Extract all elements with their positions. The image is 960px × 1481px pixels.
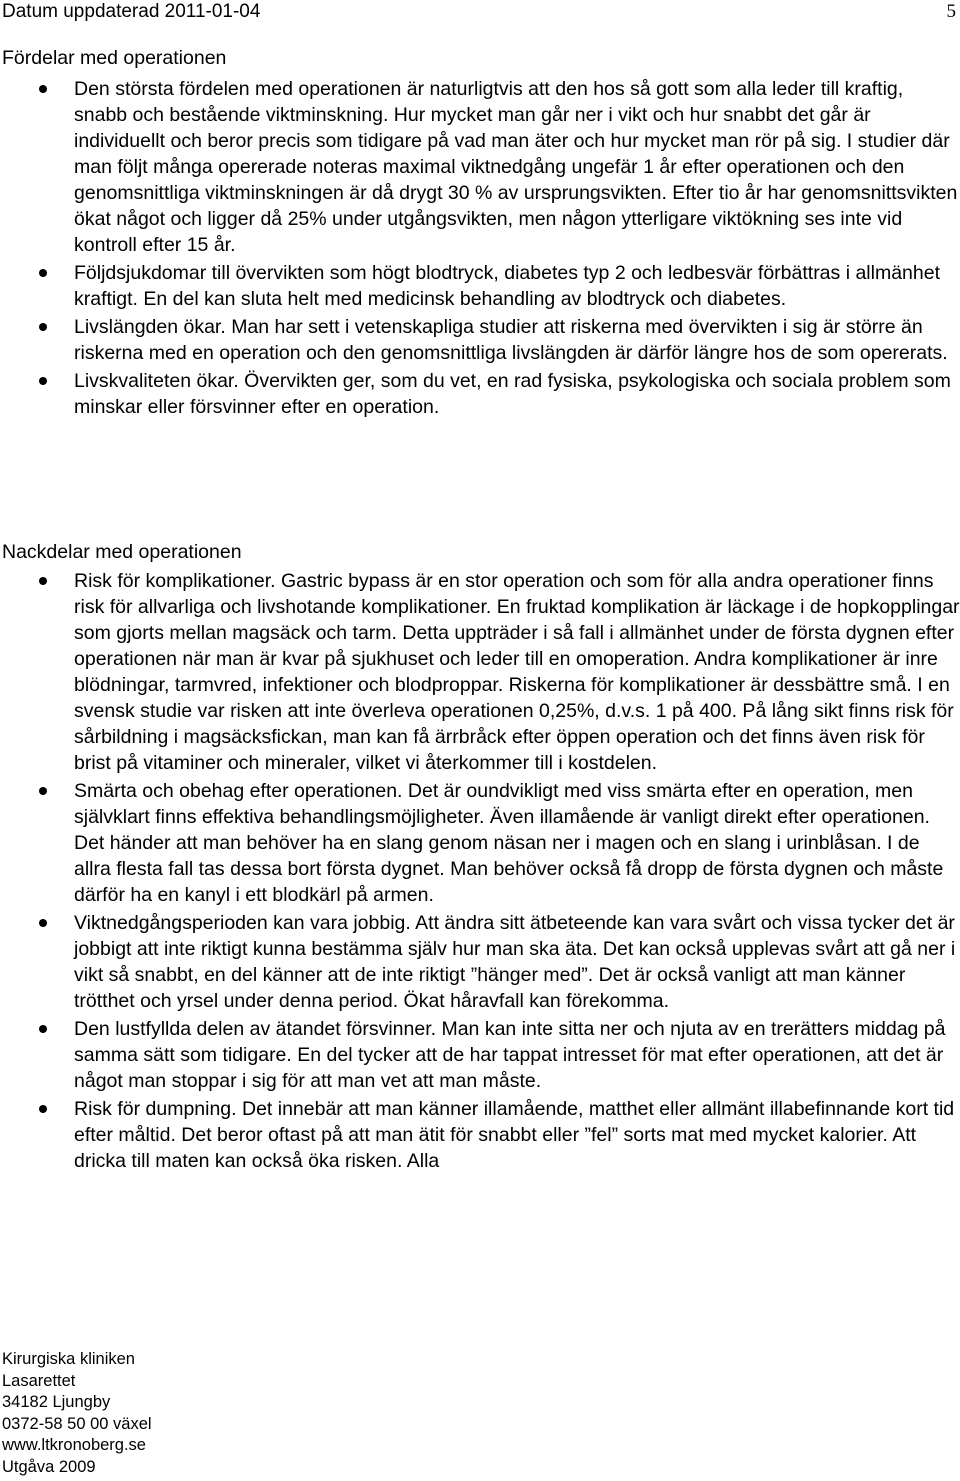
list-item-text: Smärta och obehag efter operationen. Det är oundvikligt med viss smärta efter en operation, men självklart finns effektiva behandlingsmöjligheter. Även illamående är vanligt direkt efter operationen. Det händer att man behöver ha en slang genom näsan ner i magen och en slang i urinblåsan. I de allra flesta fall tas dessa bort första dygnet. Man behöver också få dropp de första dygnen och måste därför ha en kanyl i ett blodkärl på armen.	[74, 780, 944, 906]
advantages-heading: Fördelar med operationen	[2, 47, 227, 69]
hospital-name: Lasarettet	[2, 1371, 76, 1390]
list-item-text: Viktnedgångsperioden kan vara jobbig. Att ändra sitt ätbeteende kan vara svårt och vissa tycker det är jobbigt att inte riktigt kunna bestämma själv hur man ska äta. Det kan också upplevas svårt att gå ner i vikt så snabbt, en del känner att de inte riktigt ”hänger med”. Det är också vanligt att man känner trötthet och yrsel under denna period. Ökat håravfall kan förekomma.	[74, 912, 956, 1012]
list-item	[0, 368, 960, 420]
page-number: 5	[946, 1, 956, 22]
list-item-text: Livslängden ökar. Man har sett i vetenskapliga studier att riskerna med övervikten i sig är större än riskerna med en operation och den genomsnittliga livslängden är därför längre hos de som opererats.	[74, 316, 948, 364]
bullet-icon	[39, 787, 47, 795]
disadvantages-list	[0, 568, 960, 1176]
list-item-text: Risk för komplikationer. Gastric bypass är en stor operation och som för alla andra operationer finns risk för allvarliga och livshotande komplikationer. En fruktad komplikation är läckage i de hopkopplingar som gjorts mellan magsäck och tarm. Detta uppträder i så fall i allmänhet under de första dygnen efter operationen när man är kvar på sjukhuset och leder till en omoperation. Andra komplikationer är inre blödningar, tarmvred, infektioner och blodproppar. Riskerna för komplikationer är dessbättre små. I en svensk studie var risken att inte överleva operationen 0,25%, d.v.s. 1 på 400. På lång sikt finns risk för sårbildning i magsäcksfickan, man kan få ärrbråck efter öppen operation och det finns även risk för brist på vitaminer och mineraler, vilket vi återkommer till i kostdelen.	[74, 570, 960, 774]
disadvantages-heading: Nackdelar med operationen	[2, 541, 242, 563]
postal-address: 34182 Ljungby	[2, 1393, 111, 1411]
list-item-text: Livskvaliteten ökar. Övervikten ger, som du vet, en rad fysiska, psykologiska och sociala problem som minskar eller försvinner efter en operation.	[74, 370, 951, 418]
page-header	[0, 0, 960, 24]
list-item	[0, 778, 960, 908]
list-item	[0, 568, 960, 776]
list-item	[0, 76, 960, 258]
bullet-icon	[39, 269, 47, 277]
bullet-icon	[39, 1105, 47, 1113]
bullet-icon	[39, 377, 47, 385]
edition: Utgåva 2009	[2, 1457, 96, 1476]
list-item-text: Den största fördelen med operationen är naturligtvis att den hos så gott som alla leder till kraftig, snabb och bestående viktminskning. Hur mycket man går ner i vikt och hur snabbt det går är individuellt och beror precis som tidigare på vad man äter och hur mycket man rör på sig. I studier där man följt många opererade noteras maximal viktnedgång ungefär 1 år efter operationen och den genomsnittliga viktminskningen är då drygt 30 % av ursprungsvikten. Efter tio år har genomsnittsvikten ökat något och ligger då 25% under utgångsvikten, men någon ytterligare viktökning ses inte vid kontroll efter 15 år.	[74, 78, 958, 256]
list-item-text: Den lustfyllda delen av ätandet försvinner. Man kan inte sitta ner och njuta av en trerätters middag på samma sätt som tidigare. En del tycker att de har tappat intresset för mat efter operationen, att det är något man stoppar i sig för att man vet att man måste.	[74, 1018, 946, 1092]
bullet-icon	[39, 919, 47, 927]
list-item	[0, 1016, 960, 1094]
list-item	[0, 314, 960, 366]
bullet-icon	[39, 1025, 47, 1033]
list-item-text: Följdsjukdomar till övervikten som högt blodtryck, diabetes typ 2 och ledbesvär förbättras i allmänhet kraftigt. En del kan sluta helt med medicinsk behandling av blodtryck och diabetes.	[74, 262, 940, 310]
bullet-icon	[39, 577, 47, 585]
clinic-name: Kirurgiska kliniken	[2, 1350, 135, 1368]
list-item	[0, 910, 960, 1014]
website: www.ltkronoberg.se	[2, 1436, 146, 1454]
page-footer	[2, 1349, 152, 1478]
list-item-text: Risk för dumpning. Det innebär att man känner illamående, matthet eller allmänt illabefinnande kort tid efter måltid. Det beror oftast på att man ätit för snabbt eller ”fel” sorts mat med mycket kalorier. Att dricka till maten kan också öka risken. Alla	[74, 1098, 955, 1172]
list-item	[0, 1096, 960, 1174]
advantages-list	[0, 76, 960, 422]
list-item	[0, 260, 960, 312]
bullet-icon	[39, 323, 47, 331]
phone-number: 0372-58 50 00 växel	[2, 1414, 152, 1433]
bullet-icon	[39, 85, 47, 93]
updated-date: Datum uppdaterad 2011-01-04	[2, 1, 261, 22]
